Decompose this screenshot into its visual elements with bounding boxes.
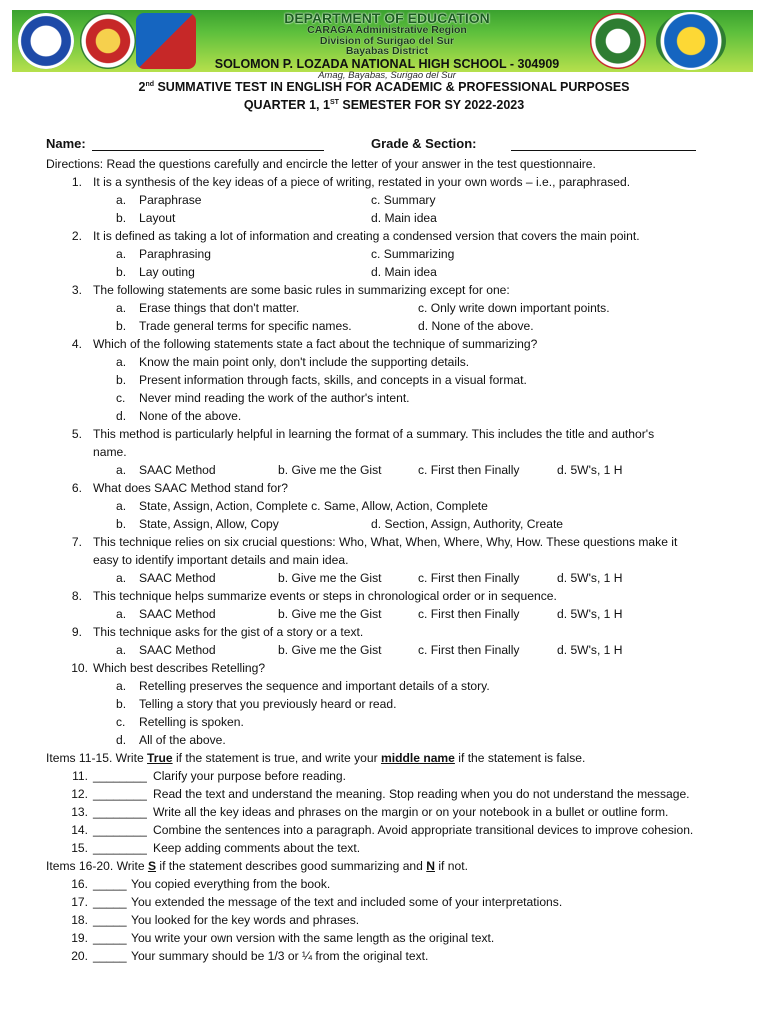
question-number: 3. [71, 283, 82, 297]
answer-blank[interactable]: _____ [93, 895, 127, 909]
choice-letter[interactable]: a. [116, 355, 127, 369]
choice-option[interactable]: c. Only write down important points. [418, 301, 610, 315]
question-text: It is a synthesis of the key ideas of a piece of writing, restated in your own words – i.e., paraphrased. [93, 175, 631, 189]
district-seal-icon [590, 13, 646, 69]
division-seal-icon [656, 12, 726, 70]
choice-letter[interactable]: a. [116, 571, 127, 585]
choice-letter[interactable]: a. [116, 643, 127, 657]
banner-line-department: DEPARTMENT OF EDUCATION [284, 10, 490, 26]
choice-option[interactable]: d. Main idea [371, 265, 437, 279]
banner-text [202, 10, 572, 81]
choice-option[interactable]: d. 5W's, 1 H [557, 463, 623, 477]
choice-letter[interactable]: b. [116, 517, 127, 531]
choice-text: All of the above. [139, 733, 226, 747]
question-text: This technique relies on six crucial questions: Who, What, When, Where, Why, How. These questions make it [93, 535, 678, 549]
question-number: 4. [71, 337, 82, 351]
deped-seal-icon [18, 13, 74, 69]
item-text: Keep adding comments about the text. [153, 841, 361, 855]
question-text: Which best describes Retelling? [93, 661, 266, 675]
question-number: 2. [71, 229, 82, 243]
province-seal-icon [80, 13, 136, 69]
choice-option[interactable]: b. Give me the Gist [278, 463, 382, 477]
question-text: It is defined as taking a lot of information and creating a condensed version that covers the main point. [93, 229, 640, 243]
question-number: 1. [71, 175, 82, 189]
item-text: You copied everything from the book. [131, 877, 331, 891]
question-number: 9. [71, 625, 82, 639]
grade-section-label: Grade & Section: [371, 136, 477, 151]
question-text: What does SAAC Method stand for? [93, 481, 288, 495]
item-number: 17. [71, 895, 88, 909]
name-blank[interactable] [92, 150, 324, 151]
choice-option[interactable]: c. Summary [371, 193, 436, 207]
middle-name-keyword: middle name [380, 751, 455, 765]
question-text: This method is particularly helpful in learning the format of a summary. This includes the title and author's [93, 427, 655, 441]
test-title: 2nd SUMMATIVE TEST IN ENGLISH FOR ACADEMIC & PROFESSIONAL PURPOSES [138, 80, 630, 94]
choice-text: State, Assign, Allow, Copy [139, 517, 279, 531]
choice-text: State, Assign, Action, Complete c. Same, Allow, Action, Complete [139, 499, 488, 513]
choice-text: Never mind reading the work of the author's intent. [139, 391, 410, 405]
choice-option[interactable]: b. Give me the Gist [278, 607, 382, 621]
question-text-continued: name. [93, 445, 127, 459]
choice-option[interactable]: d. 5W's, 1 H [557, 643, 623, 657]
choice-option[interactable]: c. Summarizing [371, 247, 455, 261]
choice-option[interactable]: d. Section, Assign, Authority, Create [371, 517, 564, 531]
question-text: The following statements are some basic rules in summarizing except for one: [93, 283, 510, 297]
choice-option[interactable]: d. 5W's, 1 H [557, 571, 623, 585]
answer-blank[interactable]: _____ [93, 949, 127, 963]
item-number: 13. [71, 805, 88, 819]
answer-blank[interactable]: ________ [93, 787, 147, 801]
name-label: Name: [46, 136, 86, 151]
item-number: 16. [71, 877, 88, 891]
answer-blank[interactable]: ________ [93, 805, 147, 819]
choice-letter[interactable]: a. [116, 463, 127, 477]
item-number: 11. [72, 769, 88, 783]
question-text-continued: easy to identify important details and main idea. [93, 553, 349, 567]
choice-option[interactable]: c. First then Finally [418, 643, 520, 657]
choice-option[interactable]: d. None of the above. [418, 319, 534, 333]
choice-letter[interactable]: a. [116, 301, 127, 315]
choice-text: Retelling is spoken. [139, 715, 244, 729]
choice-text: Erase things that don't matter. [139, 301, 300, 315]
choice-letter[interactable]: d. [116, 733, 127, 747]
item-number: 12. [71, 787, 88, 801]
s-keyword: S [147, 859, 157, 873]
part3-instructions: Items 16-20. Write S if the statement describes good summarizing and N if not. [46, 859, 468, 873]
item-text: You extended the message of the text and included some of your interpretations. [131, 895, 563, 909]
choice-letter[interactable]: a. [116, 193, 127, 207]
choice-text: SAAC Method [139, 643, 216, 657]
answer-blank[interactable]: _____ [93, 877, 127, 891]
n-keyword: N [426, 859, 435, 873]
answer-blank[interactable]: ________ [93, 769, 147, 783]
item-number: 15. [71, 841, 88, 855]
true-keyword: True [147, 751, 173, 765]
choice-text: Layout [139, 211, 176, 225]
question-number: 6. [71, 481, 82, 495]
choice-option[interactable]: c. First then Finally [418, 607, 520, 621]
item-text: You looked for the key words and phrases. [131, 913, 360, 927]
choice-text: Telling a story that you previously heard or read. [139, 697, 397, 711]
choice-text: SAAC Method [139, 463, 216, 477]
item-text: Your summary should be 1/3 or ¼ from the original text. [131, 949, 429, 963]
banner-line-division: Division of Surigao del Sur [319, 34, 455, 47]
answer-blank[interactable]: ________ [93, 823, 147, 837]
item-number: 20. [71, 949, 88, 963]
choice-option[interactable]: b. Give me the Gist [278, 571, 382, 585]
choice-text: Paraphrasing [139, 247, 211, 261]
choice-letter[interactable]: c. [116, 391, 126, 405]
question-number: 5. [71, 427, 82, 441]
choice-letter[interactable]: d. [116, 409, 127, 423]
choice-text: Paraphrase [139, 193, 202, 207]
question-text: This technique asks for the gist of a story or a text. [93, 625, 364, 639]
answer-blank[interactable]: ________ [93, 841, 147, 855]
choice-text: SAAC Method [139, 571, 216, 585]
choice-letter[interactable]: a. [116, 499, 127, 513]
choice-text: None of the above. [139, 409, 242, 423]
banner-line-region: CARAGA Administrative Region [307, 24, 467, 36]
choice-option[interactable]: d. Main idea [371, 211, 437, 225]
question-text: This technique helps summarize events or steps in chronological order or in sequence. [93, 589, 557, 603]
choice-option[interactable]: c. First then Finally [418, 463, 520, 477]
choice-option[interactable]: c. First then Finally [418, 571, 520, 585]
question-text: Which of the following statements state a fact about the technique of summarizing? [93, 337, 538, 351]
item-text: Clarify your purpose before reading. [153, 769, 346, 783]
choice-letter[interactable]: a. [116, 607, 127, 621]
item-text: Read the text and understand the meaning. Stop reading when you do not understand the message. [153, 787, 690, 801]
choice-text: Lay outing [139, 265, 195, 279]
choice-letter[interactable]: b. [116, 319, 127, 333]
item-number: 18. [71, 913, 88, 927]
item-text: Write all the key ideas and phrases on the margin or on your notebook in a bullet or outline form. [153, 805, 669, 819]
directions: Directions: Read the questions carefully and encircle the letter of your answer in the test questionnaire. [46, 157, 596, 171]
choice-letter[interactable]: b. [116, 697, 127, 711]
banner-line-address: Amag, Bayabas, Surigao del Sur [318, 69, 456, 81]
item-number: 19. [71, 931, 88, 945]
choice-letter[interactable]: a. [116, 247, 127, 261]
choice-text: Present information through facts, skills, and concepts in a visual format. [139, 373, 527, 387]
test-subtitle: QUARTER 1, 1ST SEMESTER FOR SY 2022-2023 [243, 98, 525, 112]
question-number: 7. [71, 535, 82, 549]
choice-text: Know the main point only, don't include the supporting details. [139, 355, 470, 369]
grade-section-blank[interactable] [511, 150, 696, 151]
item-text: Combine the sentences into a paragraph. Avoid appropriate transitional devices to improve cohesion. [153, 823, 694, 837]
choice-text: SAAC Method [139, 607, 216, 621]
choice-text: Trade general terms for specific names. [139, 319, 352, 333]
question-number: 8. [71, 589, 82, 603]
choice-letter[interactable]: b. [116, 211, 127, 225]
choice-text: Retelling preserves the sequence and important details of a story. [139, 679, 490, 693]
choice-letter[interactable]: b. [116, 265, 127, 279]
choice-option[interactable]: b. Give me the Gist [278, 643, 382, 657]
item-text: You write your own version with the same length as the original text. [131, 931, 495, 945]
choice-letter[interactable]: a. [116, 679, 127, 693]
item-number: 14. [71, 823, 88, 837]
part2-instructions: Items 11-15. Write True if the statement is true, and write your middle name if the statement is false. [46, 751, 586, 765]
answer-blank[interactable]: _____ [93, 931, 127, 945]
banner-line-district: Bayabas District [345, 45, 429, 57]
choice-letter[interactable]: b. [116, 373, 127, 387]
choice-option[interactable]: d. 5W's, 1 H [557, 607, 623, 621]
answer-blank[interactable]: _____ [93, 913, 127, 927]
banner-line-school: SOLOMON P. LOZADA NATIONAL HIGH SCHOOL - 304909 [214, 56, 560, 71]
header-banner [12, 10, 753, 81]
question-number: 10. [71, 661, 88, 675]
choice-letter[interactable]: c. [116, 715, 126, 729]
